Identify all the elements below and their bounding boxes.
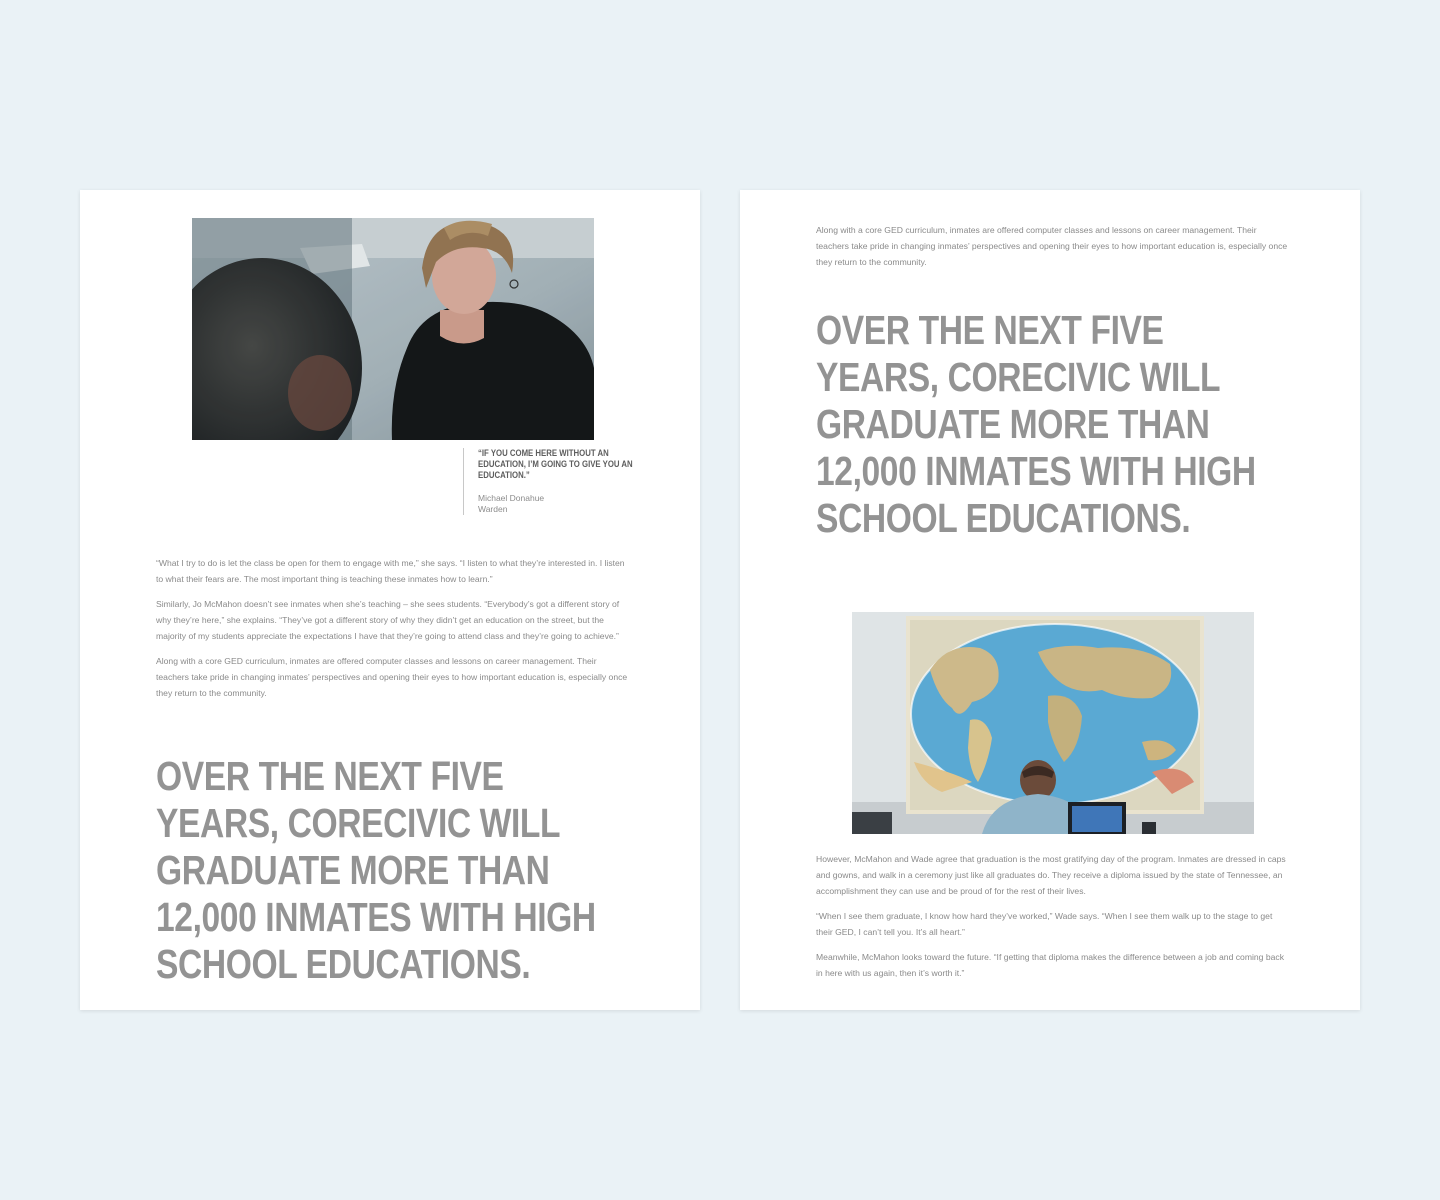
paragraph: Along with a core GED curriculum, inmates are offered computer classes and lessons on career management. Their teachers take pride in changing inmates’ perspectives and opening their eyes to how important education is, especially once they return to the community.	[816, 225, 1288, 267]
side-quote-name: Michael Donahue	[478, 493, 545, 503]
left-headline: OVER THE NEXT FIVE YEARS, CORECIVIC WILL GRADUATE MORE THAN 12,000 INMATES WITH HIGH SCHOOL EDUCATIONS.	[156, 753, 596, 987]
side-quote-text: “IF YOU COME HERE WITHOUT AN EDUCATION, I’M GOING TO GIVE YOU AN EDUCATION.”	[478, 448, 633, 481]
world-map-classroom-photo	[852, 612, 1254, 834]
paragraph: “When I see them graduate, I know how hard they’ve worked,” Wade says. “When I see them walk up to the stage to get their GED, I can’t tell you. It’s all heart.”	[816, 911, 1273, 937]
side-quote-role: Warden	[478, 504, 508, 514]
right-page	[740, 190, 1360, 1010]
paragraph: Meanwhile, McMahon looks toward the future. “If getting that diploma makes the difference between a job and coming back in here with us again, then it’s worth it.”	[816, 952, 1284, 978]
side-quote	[463, 448, 638, 515]
paragraph: However, McMahon and Wade agree that graduation is the most gratifying day of the program. Inmates are dressed in caps and gowns, and walk in a ceremony just like all graduates do. They receive a diploma issued by the state of Tennessee, an accomplishment they can use and be proud of for the rest of their lives.	[816, 854, 1286, 896]
paragraph: “What I try to do is let the class be open for them to engage with me,” she says. “I listen to what they’re interested in. I listen to what their fears are. The most important thing is teaching these inmates how to learn.”	[156, 558, 625, 584]
teacher-classroom-photo	[192, 218, 594, 440]
right-body-copy	[816, 851, 1290, 990]
right-headline: OVER THE NEXT FIVE YEARS, CORECIVIC WILL GRADUATE MORE THAN 12,000 INMATES WITH HIGH SCHOOL EDUCATIONS.	[816, 307, 1256, 541]
paragraph: Similarly, Jo McMahon doesn’t see inmates when she’s teaching – she sees students. “Everybody’s got a different story of why they’re here,” she explains. “They’ve got a different story of why they didn’t get an education on the street, but the majority of my students appreciate the expectations I have that they’re going to attend class and they’re going to achieve.”	[156, 599, 620, 641]
right-intro-copy	[816, 222, 1290, 279]
left-body-copy	[156, 555, 630, 710]
paragraph: Along with a core GED curriculum, inmates are offered computer classes and lessons on career management. Their teachers take pride in changing inmates’ perspectives and opening their eyes to how important education is, especially once they return to the community.	[156, 656, 628, 698]
left-page	[80, 190, 700, 1010]
